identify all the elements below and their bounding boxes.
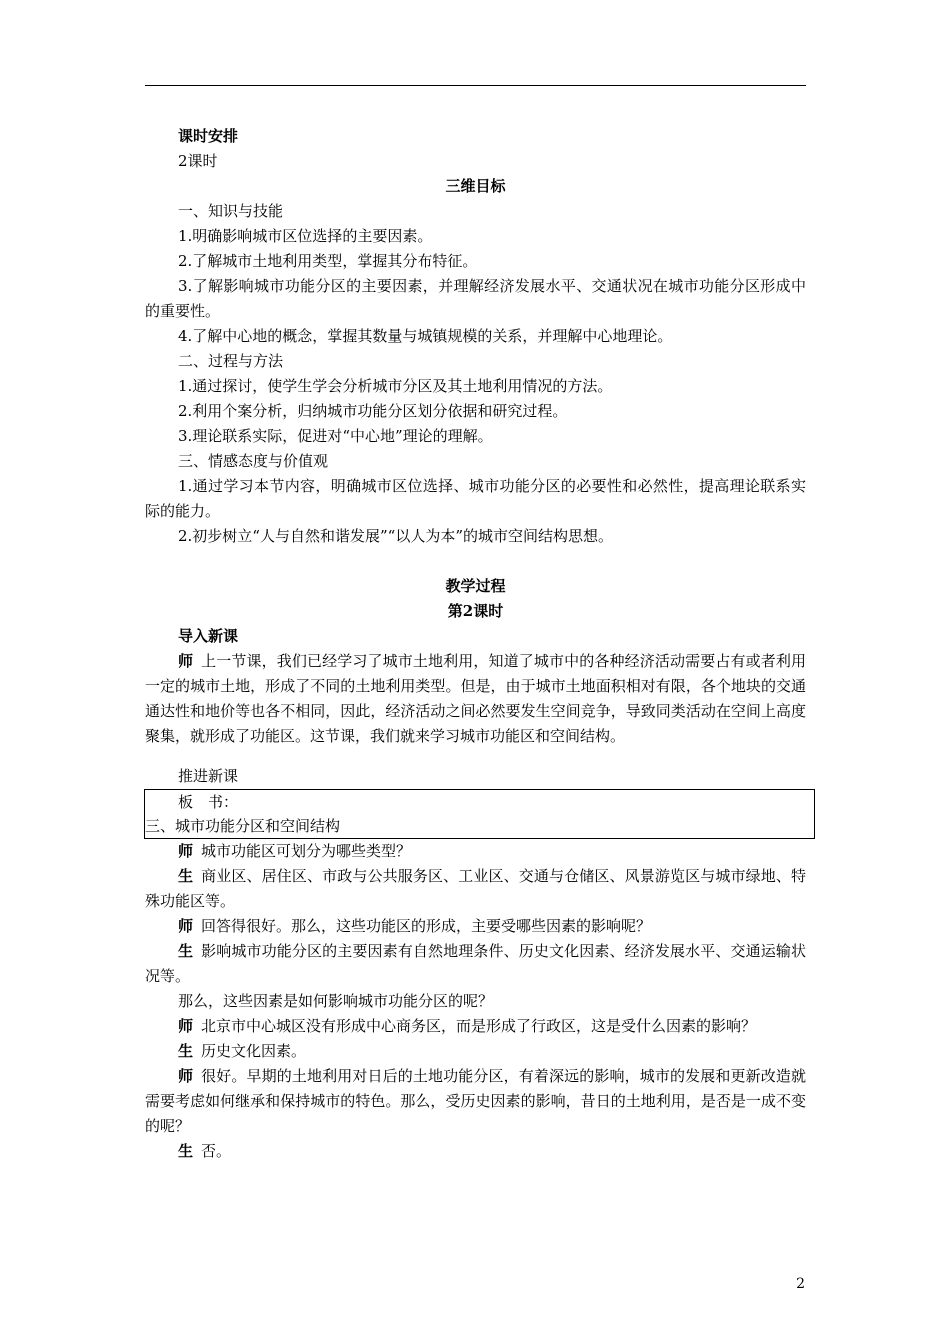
intro-heading: 导入新课	[178, 627, 239, 645]
speaker-label: 师	[178, 842, 194, 860]
dialogue-text: 历史文化因素。	[201, 1042, 307, 1060]
dialogue-text: 北京市中心城区没有形成中心商务区，而是形成了行政区，这是受什么因素的影响？	[201, 1017, 757, 1035]
dialogue-text: 商业区、居住区、市政与公共服务区、工业区、交通与仓储区、风景游览区与城市绿地、特殊功能区等。	[145, 867, 806, 910]
speaker-label: 生	[178, 1042, 194, 1060]
goal-item: 2.了解城市土地利用类型，掌握其分布特征。	[178, 252, 478, 270]
speaker-label: 师	[178, 652, 194, 670]
intro-text: 上一节课，我们已经学习了城市土地利用，知道了城市中的各种经济活动需要占有或者利用一定的城市土地，形成了不同的土地利用类型。但是，由于城市土地面积相对有限，各个地块的交通通达性和地价等也各不相同，因此，经济活动之间必然要发生空间竞争，导致同类活动在空间上高度聚集，就形成了功能区。这节课，我们就来学习城市功能区和空间结构。	[145, 652, 806, 745]
dialogue-text: 那么，这些因素是如何影响城市功能分区的呢？	[178, 992, 494, 1010]
goal-item: 3.了解影响城市功能分区的主要因素，并理解经济发展水平、交通状况在城市功能分区形成中的重要性。	[145, 277, 806, 320]
speaker-label: 师	[178, 1017, 194, 1035]
dialogue-text: 很好。早期的土地利用对日后的土地功能分区，有着深远的影响，城市的发展和更新改造就需要考虑如何继承和保持城市的特色。那么，受历史因素的影响，昔日的土地利用，是否是一成不变的呢？	[145, 1067, 806, 1135]
dialogue-text: 城市功能区可划分为哪些类型？	[201, 842, 412, 860]
goals-section-heading: 三、情感态度与价值观	[178, 452, 329, 470]
dialogue-line	[145, 1014, 806, 1039]
speaker-label: 生	[178, 1142, 194, 1160]
goals-section-heading: 二、过程与方法	[178, 352, 284, 370]
goals-title: 三维目标	[445, 177, 506, 195]
goal-item: 1.明确影响城市区位选择的主要因素。	[178, 227, 433, 245]
dialogue-text: 否。	[201, 1142, 232, 1160]
schedule-heading: 课时安排	[178, 127, 239, 145]
goal-item: 3.理论联系实际，促进对“中心地”理论的理解。	[178, 427, 493, 445]
advance-heading: 推进新课	[178, 767, 239, 785]
goal-item: 4.了解中心地的概念，掌握其数量与城镇规模的关系，并理解中心地理论。	[178, 327, 673, 345]
dialogue-line	[145, 914, 806, 939]
goals-section-heading: 一、知识与技能	[178, 202, 284, 220]
page-content	[145, 124, 806, 1164]
goal-item: 1.通过探讨，使学生学会分析城市分区及其土地利用情况的方法。	[178, 377, 613, 395]
dialogue-line	[145, 1064, 806, 1139]
board-box	[144, 789, 815, 839]
speaker-label: 师	[178, 917, 194, 935]
dialogue-line	[145, 1039, 806, 1064]
lesson-title: 第2课时	[447, 602, 504, 620]
dialogue-line	[145, 839, 806, 864]
intro-paragraph	[145, 649, 806, 749]
dialogue-line	[145, 989, 806, 1014]
speaker-label: 师	[178, 1067, 194, 1085]
page-number: 2	[796, 1276, 805, 1292]
goal-item: 1.通过学习本节内容，明确城市区位选择、城市功能分区的必要性和必然性，提高理论联系实际的能力。	[145, 477, 806, 520]
dialogue-line	[145, 1139, 806, 1164]
dialogue-text: 影响城市功能分区的主要因素有自然地理条件、历史文化因素、经济发展水平、交通运输状况等。	[145, 942, 806, 985]
board-content: 三、城市功能分区和空间结构	[145, 817, 341, 835]
process-title: 教学过程	[445, 577, 506, 595]
speaker-label: 生	[178, 942, 194, 960]
dialogue-line	[145, 939, 806, 989]
goal-item: 2.利用个案分析，归纳城市功能分区划分依据和研究过程。	[178, 402, 568, 420]
speaker-label: 生	[178, 867, 194, 885]
dialogue-line	[145, 864, 806, 914]
board-label: 板 书：	[178, 793, 239, 811]
header-rule	[145, 85, 806, 86]
dialogue-text: 回答得很好。那么，这些功能区的形成，主要受哪些因素的影响呢？	[201, 917, 652, 935]
goal-item: 2.初步树立“人与自然和谐发展”“以人为本”的城市空间结构思想。	[178, 527, 613, 545]
schedule-value: 2课时	[178, 152, 218, 170]
